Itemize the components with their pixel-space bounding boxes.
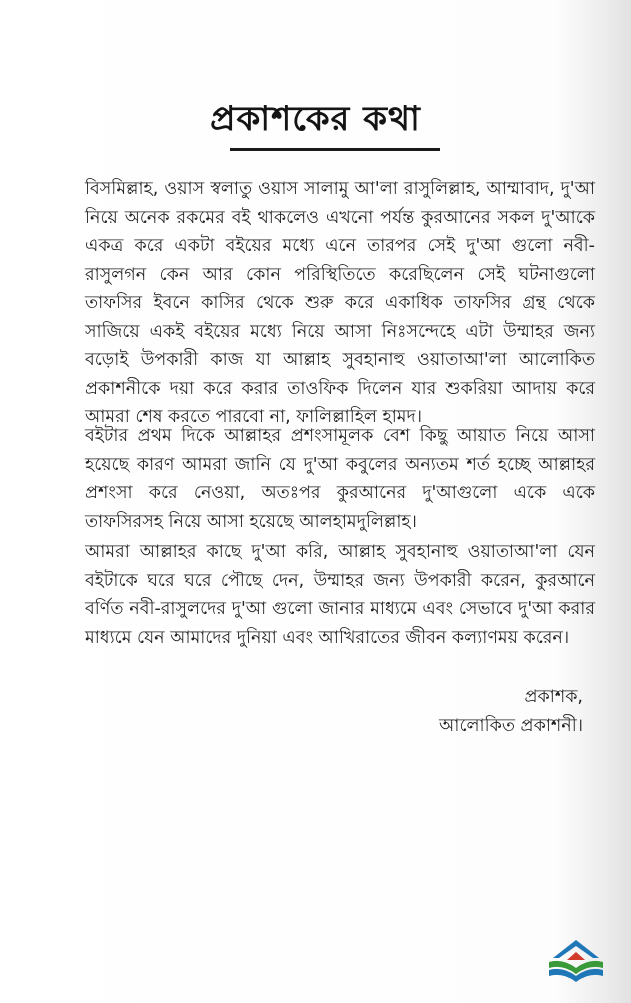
signature-role: প্রকাশক,: [524, 687, 583, 707]
page-title: প্রকাশকের কথা: [210, 99, 421, 139]
logo-flame: [567, 952, 585, 960]
paragraph-2: বইটার প্রথম দিকে আল্লাহর প্রশংসামূলক বেশ কিছু আয়াত নিয়ে আসা হয়েছে কারণ আমরা জানি যে দু'আ কবুলের অন্যতম শর্ত হচ্ছে আল্লাহর প্রশংসা করে নেওয়া, অতঃপর কুরআনের দু'আগুলো একে একে তাফসিরসহ নিয়ে আসা হয়েছে আলহামদুলিল্লাহ।: [85, 426, 595, 532]
signature-block: [439, 683, 583, 741]
title-underline: [230, 148, 440, 151]
publisher-logo-icon: [545, 938, 607, 986]
signature-name: আলোকিত প্রকাশনী।: [439, 716, 583, 736]
paragraph-1: বিসমিল্লাহ, ওয়াস স্বলাতু ওয়াস সালামু আ'লা রাসুলিল্লাহ, আম্মাবাদ, দু'আ নিয়ে অনেক রকমের বই থাকলেও এখনো পর্যন্ত কুরআনের সকল দু'আকে একত্র করে একটা বইয়ের মধ্যে এনে তারপর সেই দু'আ গুলো নবী-রাসুলগন কেন আর কোন পরিস্থিতিতে করেছিলেন সেই ঘটনাগুলো তাফসির ইবনে কাসির থেকে শুরু করে একাধিক তাফসির গ্রন্থ থেকে সাজিয়ে একই বইয়ের মধ্যে নিয়ে আসা নিঃসন্দেহে এটা উম্মাহর জন্য বড়োই উপকারী কাজ যা আল্লাহ সুবহানাহু ওয়াতাআ'লা আলোকিত প্রকাশনীকে দয়া করে করার তাওফিক দিলেন যার শুকরিয়া আদায় করে আমরা শেষ করতে পারবো না, ফালিল্লাহিল হামদ।: [85, 179, 595, 427]
paragraph-3: আমরা আল্লাহর কাছে দু'আ করি, আল্লাহ সুবহানাহু ওয়াতাআ'লা যেন বইটাকে ঘরে ঘরে পৌছে দেন, উম্মাহর জন্য উপকারী করেন, কুরআনে বর্ণিত নবী-রাসুলদের দু'আ গুলো জানার মাধ্যমে এবং সেভাবে দু'আ করার মাধ্যমে যেন আমাদের দুনিয়া এবং আখিরাতের জীবন কল্যাণময় করেন।: [85, 542, 595, 648]
